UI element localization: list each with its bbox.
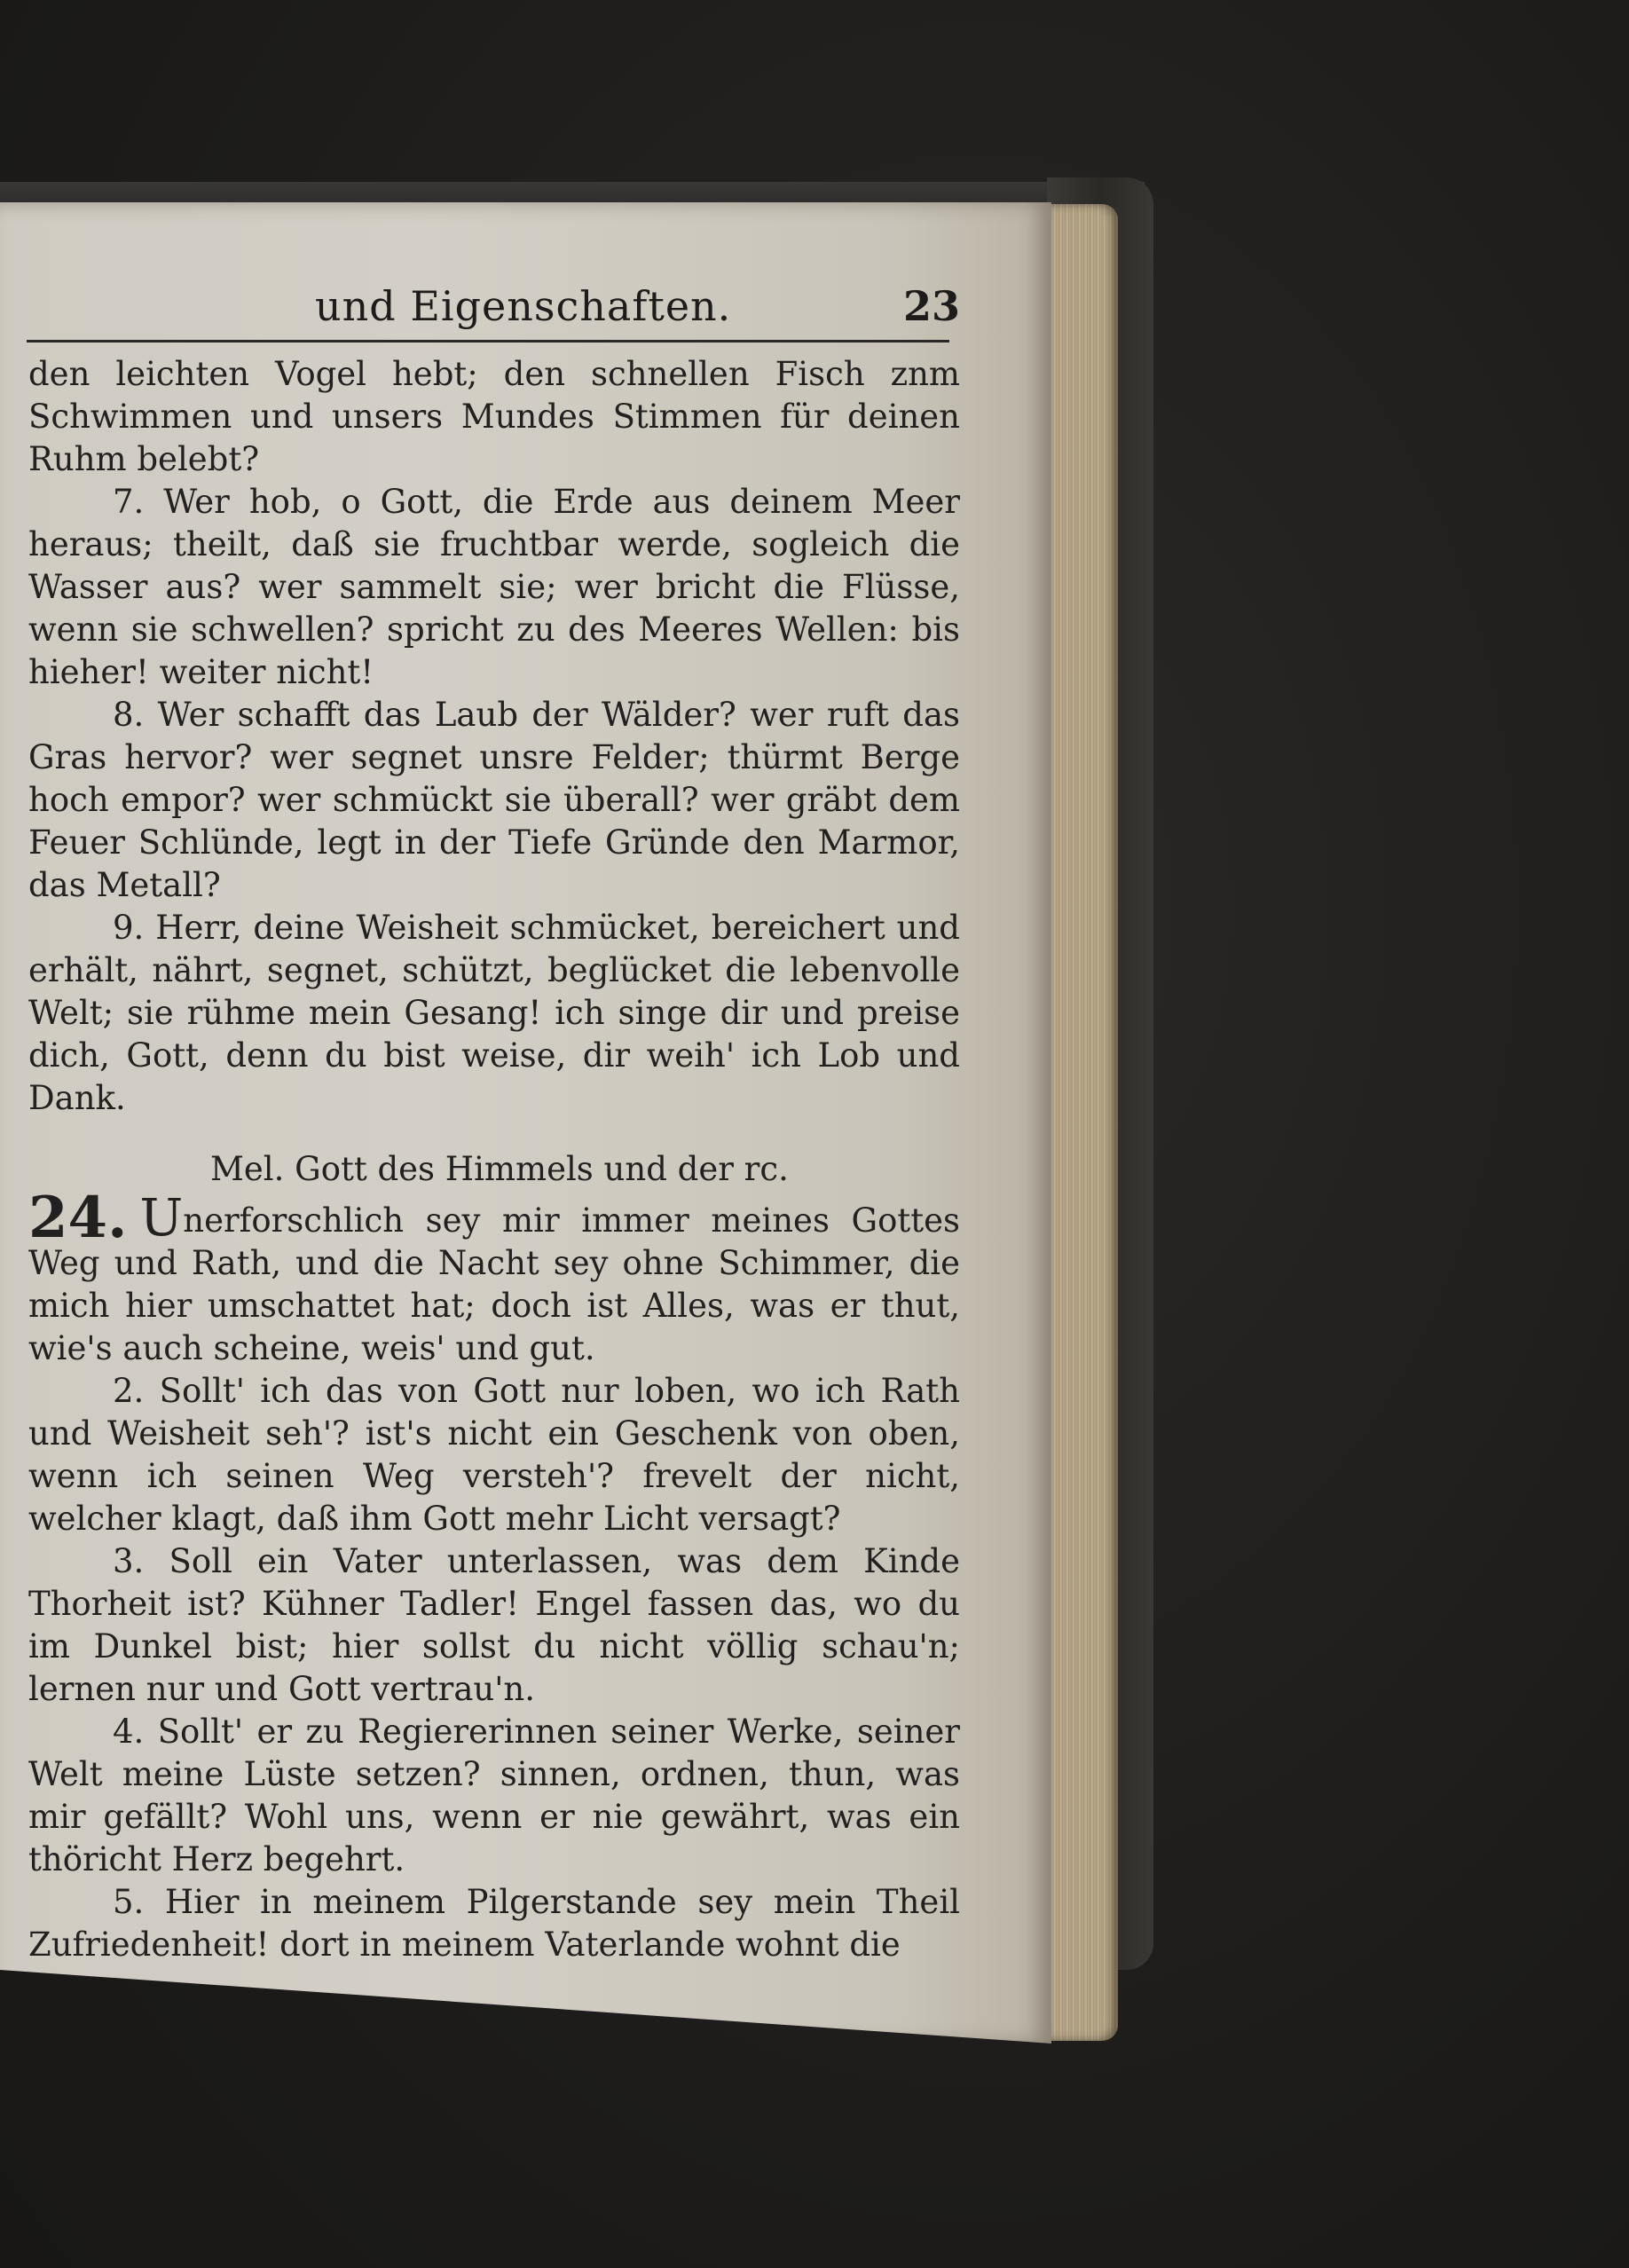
hymn-24-verse-1: [28, 1185, 960, 1370]
page-number: 23: [903, 282, 961, 330]
hymn-24-verse-5: 5. Hier in meinem Pilgerstande sey mein Theil Zufriedenheit! dort in meinem Vaterlande wohnt die: [28, 1883, 960, 1964]
verse-9: 9. Herr, deine Weisheit schmücket, bereichert und erhält, nährt, segnet, schützt, beglücket die lebenvolle Welt; sie rühme mein Gesang! ich singe dir und preise dich, Gott, denn du bist weise, dir weih' ich Lob und Dank.: [28, 909, 960, 1117]
hymn-number: 24.: [28, 1185, 128, 1251]
melody-line: Mel. Gott des Himmels und der rc.: [210, 1150, 789, 1188]
verse-1-text: nerforschlich sey mir immer meines Gottes Weg und Rath, und die Nacht sey ohne Schimmer, die mich hier umschattet hat; doch ist Alles, was er thut, wie's auch scheine, weis' und gut.: [28, 1201, 960, 1367]
verse-7: 7. Wer hob, o Gott, die Erde aus deinem Meer heraus; theilt, daß sie fruchtbar werde, sogleich die Wasser aus? wer sammelt sie; wer bricht die Flüsse, wenn sie schwellen? spricht zu des Meeres Wellen: bis hieher! weiter nicht!: [28, 483, 960, 691]
page-text: [28, 353, 960, 1966]
initial-letter: U: [139, 1187, 184, 1248]
verse-8: 8. Wer schafft das Laub der Wälder? wer ruft das Gras hervor? wer segnet unsre Felder; thürmt Berge hoch empor? wer schmückt sie überall? wer gräbt dem Feuer Schlünde, legt in der Tiefe Gründe den Marmor, das Metall?: [28, 696, 960, 904]
header-rule: [27, 340, 949, 343]
paragraph-continuation: den leichten Vogel hebt; den schnellen Fisch znm Schwimmen und unsers Mundes Stimmen für deinen Ruhm belebt?: [28, 355, 960, 478]
running-title: und Eigenschaften.: [315, 282, 732, 330]
running-header: [0, 282, 961, 335]
hymn-24-verse-3: 3. Soll ein Vater unterlassen, was dem Kinde Thorheit ist? Kühner Tadler! Engel fassen das, wo du im Dunkel bist; hier sollst du nicht völlig schau'n; lernen nur und Gott vertrau'n.: [28, 1542, 960, 1708]
hymn-24-verse-2: 2. Sollt' ich das von Gott nur loben, wo ich Rath und Weisheit seh'? ist's nicht ein Geschenk von oben, wenn ich seinen Weg versteh'? frevelt der nicht, welcher klagt, daß ihm Gott mehr Licht versagt?: [28, 1372, 960, 1538]
hymn-24-verse-4: 4. Sollt' er zu Regiererinnen seiner Werke, seiner Welt meine Lüste setzen? sinnen, ordnen, thun, was mir gefällt? Wohl uns, wenn er nie gewährt, was ein thöricht Herz begehrt.: [28, 1713, 960, 1878]
